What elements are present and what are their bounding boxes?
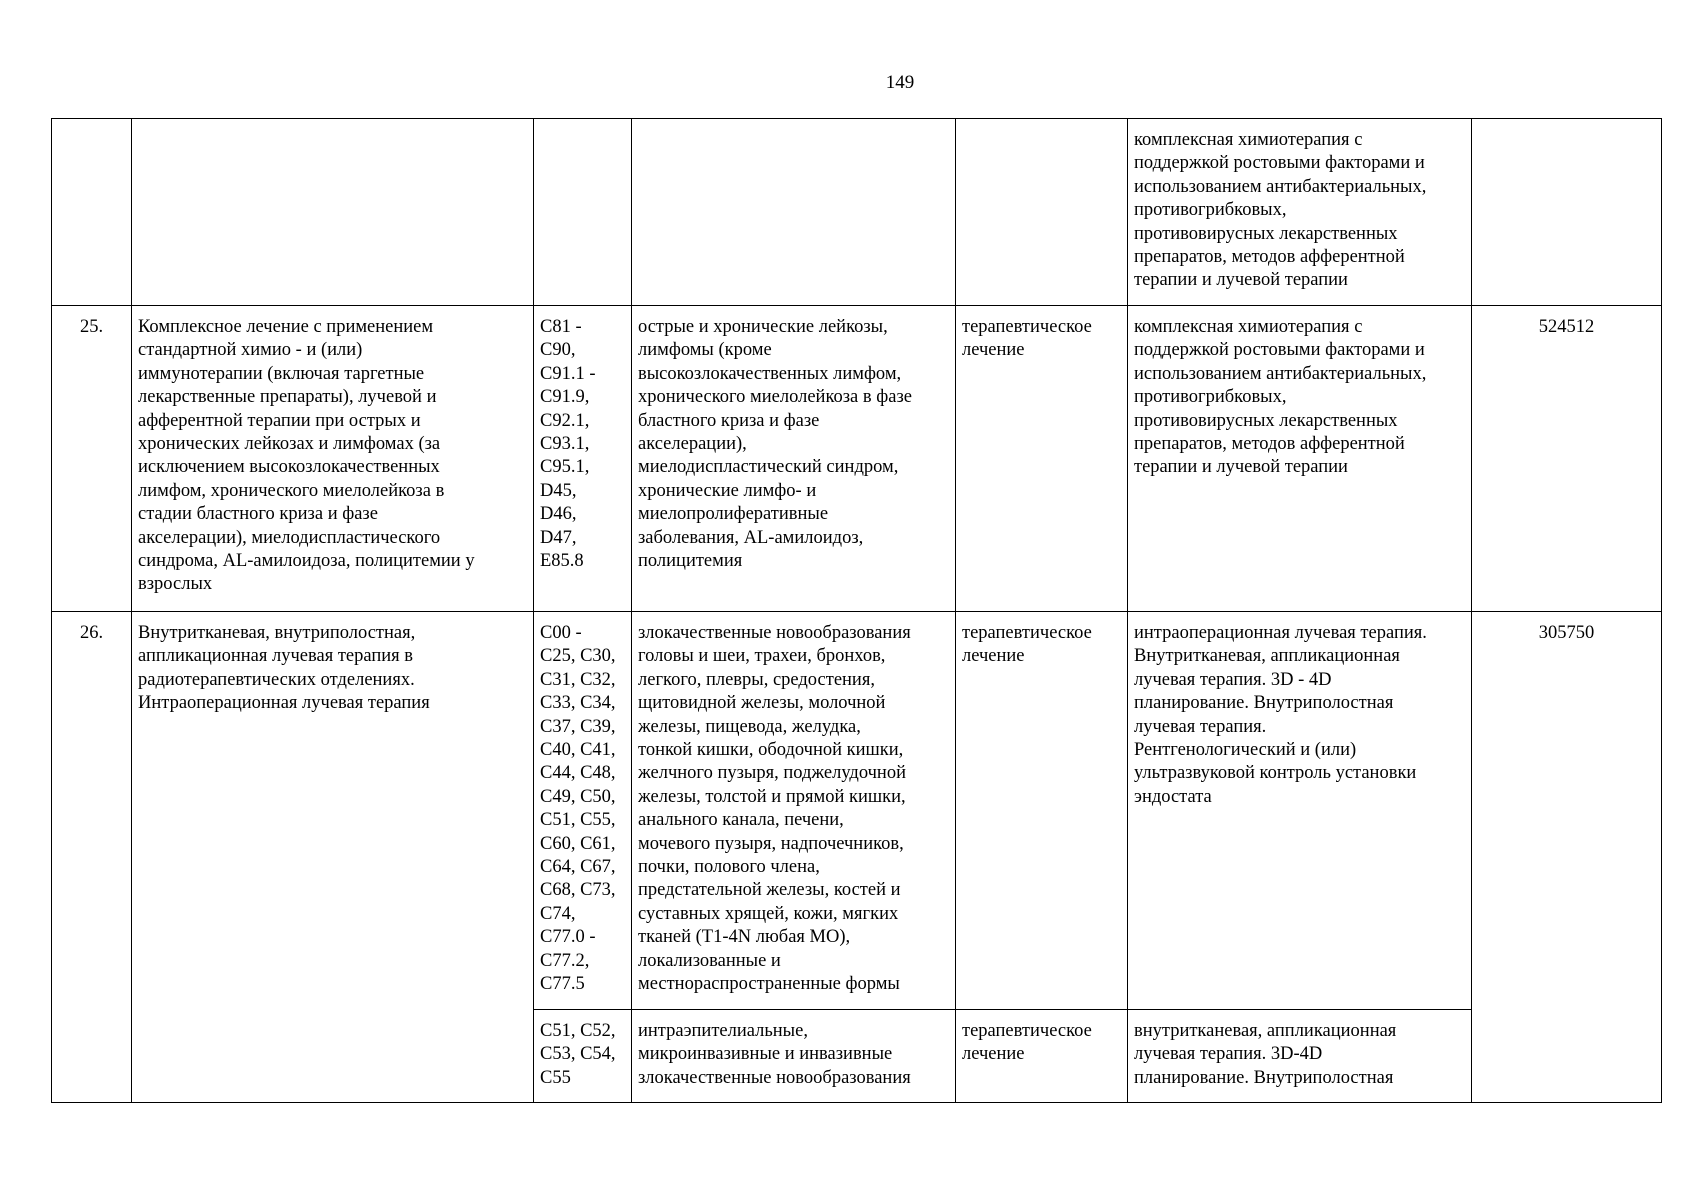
cell-line: комплексная химиотерапия с xyxy=(1134,130,1363,150)
cost: 524512 xyxy=(1472,306,1662,612)
cell-line: акселерации), миелодиспластического xyxy=(138,527,441,548)
cell-line: лечение xyxy=(962,1044,1025,1065)
cell-line: C37, C39, xyxy=(540,716,616,737)
cell-line: терапии и лучевой терапии xyxy=(1134,457,1348,478)
cell-line: тонкой кишки, ободочной кишки, xyxy=(638,740,904,761)
icd-codes xyxy=(534,119,632,306)
cell-line: C81 - xyxy=(540,317,582,337)
cell-line: полицитемия xyxy=(638,551,743,572)
cell-line: D46, xyxy=(540,504,577,525)
cell-line: железы, толстой и прямой кишки, xyxy=(638,786,906,807)
cell-line: Внутритканевая, аппликационная xyxy=(1134,646,1400,667)
cell-line: аппликационная лучевая терапия в xyxy=(138,646,414,667)
patient-model xyxy=(632,612,956,1010)
cell-line: противовирусных лекарственных xyxy=(1134,223,1398,244)
table-row xyxy=(52,612,1662,1010)
cell-line: острые и хронические лейкозы, xyxy=(638,317,888,337)
icd-codes xyxy=(534,612,632,1010)
cell-line: лимфом, хронического миелолейкоза в xyxy=(138,480,445,501)
cell-line: C74, xyxy=(540,903,576,924)
treatment-method xyxy=(1128,1010,1472,1103)
row-number: 25. xyxy=(52,306,132,612)
cell-line: локализованные и xyxy=(638,950,781,971)
cell-line: легкого, плевры, средостения, xyxy=(638,669,875,690)
cell-line: лечение xyxy=(962,646,1025,667)
cell-line: злокачественные новообразования xyxy=(638,623,911,643)
cell-line: ультразвуковой контроль установки xyxy=(1134,763,1417,784)
cell-line: злокачественные новообразования xyxy=(638,1067,911,1088)
cell-line: C77.0 - xyxy=(540,927,596,948)
patient-model xyxy=(632,1010,956,1103)
cell-line: C49, C50, xyxy=(540,786,616,807)
cell-line: Внутритканевая, внутриполостная, xyxy=(138,623,416,643)
cell-line: C93.1, xyxy=(540,434,590,455)
cell-line: эндостата xyxy=(1134,786,1212,807)
patient-model xyxy=(632,306,956,612)
procedure-name xyxy=(132,119,534,306)
cell-line: C00 - xyxy=(540,623,582,643)
cell-line: терапевтическое xyxy=(962,317,1092,337)
cell-line: лучевая терапия. xyxy=(1134,716,1267,737)
cell-line: взрослых xyxy=(138,574,213,595)
cell-line: железы, пищевода, желудка, xyxy=(638,716,861,737)
cell-line: лечение xyxy=(962,340,1025,361)
cell-line: акселерации), xyxy=(638,434,747,455)
cell-line: терапевтическое xyxy=(962,623,1092,643)
cell-line: лекарственные препараты), лучевой и xyxy=(138,387,437,408)
cell-line: C55 xyxy=(540,1067,571,1088)
cell-line: терапии и лучевой терапии xyxy=(1134,270,1348,291)
cell-line: поддержкой ростовыми факторами и xyxy=(1134,153,1425,174)
cell-line: C92.1, xyxy=(540,410,590,431)
cell-line: C33, C34, xyxy=(540,693,616,714)
cell-line: C77.2, xyxy=(540,950,590,971)
treatment-type xyxy=(956,119,1128,306)
cell-line: C51, C52, xyxy=(540,1021,616,1041)
cell-line: Интраоперационная лучевая терапия xyxy=(138,693,430,714)
cell-line: интраоперационная лучевая терапия. xyxy=(1134,623,1427,643)
cell-line: терапевтическое xyxy=(962,1021,1092,1041)
treatment-type xyxy=(956,1010,1128,1103)
cell-line: C44, C48, xyxy=(540,763,616,784)
cell-line: C90, xyxy=(540,340,576,361)
cell-line: хронических лейкозах и лимфомах (за xyxy=(138,434,441,455)
cell-line: синдрома, AL-амилоидоза, полицитемии у xyxy=(138,551,475,572)
cell-line: D47, xyxy=(540,527,577,548)
cell-line: бластного криза и фазе xyxy=(638,410,820,431)
cell-line: противовирусных лекарственных xyxy=(1134,410,1398,431)
cell-line: микроинвазивные и инвазивные xyxy=(638,1044,893,1065)
cell-line: внутритканевая, аппликационная xyxy=(1134,1021,1397,1041)
cell-line: анального канала, печени, xyxy=(638,810,844,831)
cell-line: желчного пузыря, поджелудочной xyxy=(638,763,906,784)
page-number: 149 xyxy=(885,72,915,93)
cell-line: хронического миелолейкоза в фазе xyxy=(638,387,912,408)
cell-line: Рентгенологический и (или) xyxy=(1134,740,1357,761)
treatment-type xyxy=(956,306,1128,612)
cell-line: иммунотерапии (включая таргетные xyxy=(138,363,425,384)
treatment-method xyxy=(1128,119,1472,306)
procedures-table xyxy=(51,118,1662,1103)
patient-model xyxy=(632,119,956,306)
procedure-name xyxy=(132,306,534,612)
cell-line: C68, C73, xyxy=(540,880,616,901)
treatment-method xyxy=(1128,306,1472,612)
cell-line: комплексная химиотерапия с xyxy=(1134,317,1363,337)
cell-line: миелопролиферативные xyxy=(638,504,829,525)
cell-line: лучевая терапия. 3D-4D xyxy=(1134,1044,1323,1065)
cell-line: C51, C55, xyxy=(540,810,616,831)
row-number: 26. xyxy=(52,612,132,1103)
cell-line: препаратов, методов афферентной xyxy=(1134,434,1405,455)
cell-line: C77.5 xyxy=(540,974,585,995)
cell-line: местнораспространенные формы xyxy=(638,974,900,995)
cell-line: использованием антибактериальных, xyxy=(1134,363,1427,384)
cell-line: головы и шеи, трахеи, бронхов, xyxy=(638,646,886,667)
cell-line: предстательной железы, костей и xyxy=(638,880,901,901)
cell-line: C64, C67, xyxy=(540,857,616,878)
cell-line: C91.1 - xyxy=(540,363,596,384)
cell-line: D45, xyxy=(540,480,577,501)
cell-line: суставных хрящей, кожи, мягких xyxy=(638,903,899,924)
cell-line: стадии бластного криза и фазе xyxy=(138,504,378,525)
procedure-name xyxy=(132,612,534,1103)
cost: 305750 xyxy=(1472,612,1662,1103)
cell-line: радиотерапевтических отделениях. xyxy=(138,669,415,690)
cell-line: C60, C61, xyxy=(540,833,616,854)
cell-line: планирование. Внутриполостная xyxy=(1134,693,1394,714)
cell-line: исключением высокозлокачественных xyxy=(138,457,440,478)
cell-line: C31, C32, xyxy=(540,669,616,690)
cell-line: заболевания, AL-амилоидоз, xyxy=(638,527,864,548)
icd-codes xyxy=(534,306,632,612)
cell-line: использованием антибактериальных, xyxy=(1134,176,1427,197)
cell-line: афферентной терапии при острых и xyxy=(138,410,421,431)
cell-line: почки, полового члена, xyxy=(638,857,820,878)
cell-line: лучевая терапия. 3D - 4D xyxy=(1134,669,1332,690)
cell-line: хронические лимфо- и xyxy=(638,480,817,501)
cell-line: планирование. Внутриполостная xyxy=(1134,1067,1394,1088)
cell-line: интраэпителиальные, xyxy=(638,1021,808,1041)
cell-line: Комплексное лечение с применением xyxy=(138,317,434,337)
cell-line: E85.8 xyxy=(540,551,584,572)
table-row xyxy=(52,119,1662,306)
cell-line: C95.1, xyxy=(540,457,590,478)
cell-line: мочевого пузыря, надпочечников, xyxy=(638,833,904,854)
treatment-method xyxy=(1128,612,1472,1010)
cost xyxy=(1472,119,1662,306)
table-row xyxy=(52,306,1662,612)
cell-line: щитовидной железы, молочной xyxy=(638,693,886,714)
cell-line: препаратов, методов афферентной xyxy=(1134,247,1405,268)
cell-line: противогрибковых, xyxy=(1134,387,1287,408)
icd-codes xyxy=(534,1010,632,1103)
cell-line: миелодиспластический синдром, xyxy=(638,457,899,478)
cell-line: C53, C54, xyxy=(540,1044,616,1065)
cell-line: поддержкой ростовыми факторами и xyxy=(1134,340,1425,361)
cell-line: высокозлокачественных лимфом, xyxy=(638,363,902,384)
cell-line: лимфомы (кроме xyxy=(638,340,772,361)
cell-line: тканей (T1-4N любая MO), xyxy=(638,927,851,948)
row-number xyxy=(52,119,132,306)
cell-line: C40, C41, xyxy=(540,740,616,761)
treatment-type xyxy=(956,612,1128,1010)
cell-line: противогрибковых, xyxy=(1134,200,1287,221)
cell-line: стандартной химио - и (или) xyxy=(138,340,363,361)
cell-line: C25, C30, xyxy=(540,646,616,667)
cell-line: C91.9, xyxy=(540,387,590,408)
